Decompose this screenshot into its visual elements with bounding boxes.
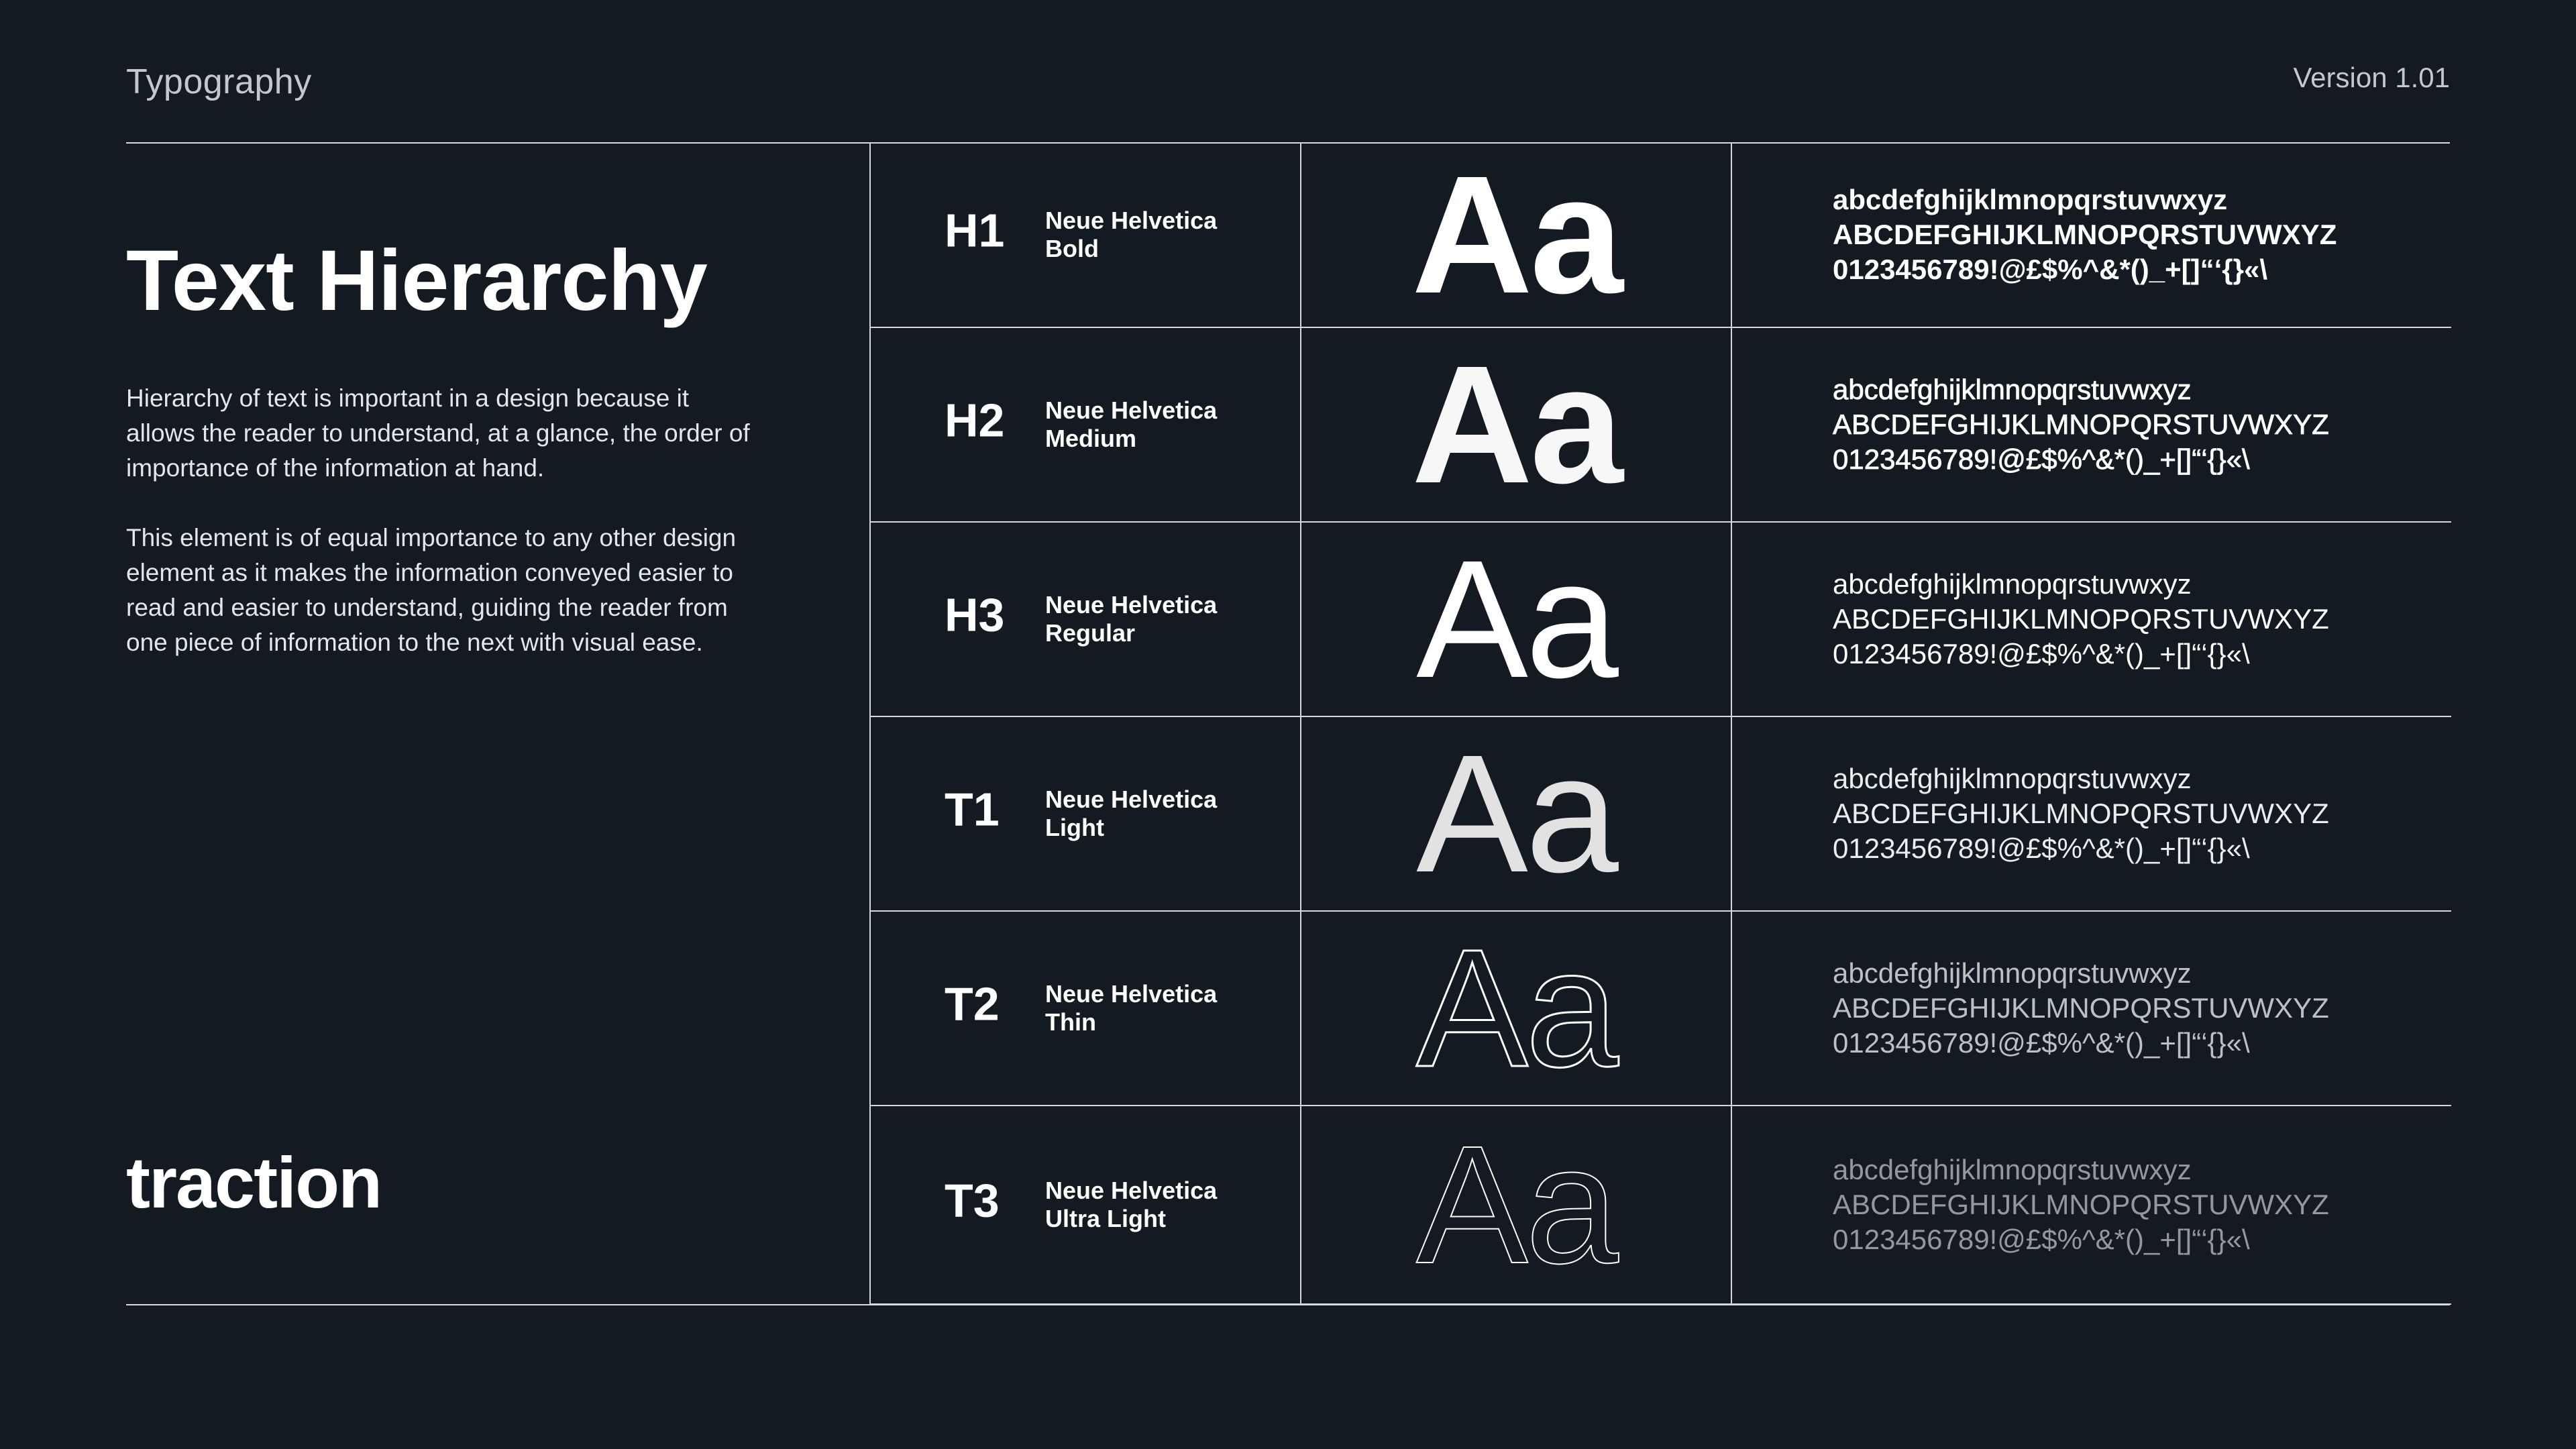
type-label-cell bbox=[871, 717, 1301, 910]
hierarchy-level: H3 bbox=[945, 588, 1005, 641]
intro-text bbox=[126, 381, 750, 695]
type-sample-cell bbox=[1301, 912, 1732, 1105]
lowercase-set: abcdefghijklmnopqrstuvwxyz bbox=[1833, 763, 2192, 794]
hierarchy-level: H1 bbox=[945, 204, 1005, 257]
font-family: Neue Helvetica bbox=[1045, 1177, 1218, 1204]
font-weight: Bold bbox=[1045, 234, 1099, 262]
uppercase-set: ABCDEFGHIJKLMNOPQRSTUVWXYZ bbox=[1833, 992, 2329, 1024]
type-sample-cell bbox=[1301, 717, 1732, 910]
hierarchy-level: T1 bbox=[945, 783, 1000, 836]
character-set bbox=[1732, 717, 2451, 910]
uppercase-set: ABCDEFGHIJKLMNOPQRSTUVWXYZ bbox=[1833, 409, 2329, 440]
section-label: Typography bbox=[126, 62, 312, 101]
hierarchy-level: T3 bbox=[945, 1174, 1000, 1227]
type-row-t2 bbox=[871, 912, 2451, 1106]
glyph-sample: Aa bbox=[1411, 331, 1621, 518]
lowercase-set: abcdefghijklmnopqrstuvwxyz bbox=[1833, 1154, 2192, 1185]
font-weight: Medium bbox=[1045, 425, 1137, 452]
character-set bbox=[1732, 523, 2451, 716]
font-info bbox=[1045, 786, 1217, 842]
type-sample-cell bbox=[1301, 142, 1732, 327]
type-sample-cell bbox=[1301, 523, 1732, 716]
uppercase-set: ABCDEFGHIJKLMNOPQRSTUVWXYZ bbox=[1833, 218, 2337, 250]
type-label-cell bbox=[871, 1106, 1301, 1303]
glyph-sample: Aa bbox=[1416, 1111, 1616, 1298]
type-label-cell bbox=[871, 523, 1301, 716]
glyph-sample: Aa bbox=[1416, 720, 1616, 907]
glyph-sample: Aa bbox=[1416, 525, 1616, 712]
lowercase-set: abcdefghijklmnopqrstuvwxyz bbox=[1833, 957, 2192, 989]
lowercase-set: abcdefghijklmnopqrstuvwxyz bbox=[1833, 568, 2192, 600]
intro-paragraph-1: Hierarchy of text is important in a design because it allows the reader to understand, at a glance, the order of importance of the information at hand. bbox=[126, 384, 750, 482]
font-family: Neue Helvetica bbox=[1045, 206, 1218, 234]
font-weight: Ultra Light bbox=[1045, 1205, 1166, 1232]
type-sample-cell bbox=[1301, 328, 1732, 521]
font-family: Neue Helvetica bbox=[1045, 786, 1218, 813]
intro-paragraph-2: This element is of equal importance to any other design element as it makes the information conveyed easier to read and easier to understand, guiding the reader from one piece of information to the next with visual ease. bbox=[126, 524, 737, 656]
type-scale-table bbox=[869, 142, 2451, 1305]
glyph-sample: Aa bbox=[1411, 140, 1621, 328]
type-row-t3 bbox=[871, 1106, 2451, 1305]
font-info bbox=[1045, 591, 1217, 647]
type-sample-cell bbox=[1301, 1106, 1732, 1303]
character-set bbox=[1732, 142, 2451, 327]
font-family: Neue Helvetica bbox=[1045, 591, 1218, 619]
glyph-sample: Aa bbox=[1416, 914, 1616, 1102]
type-row-h3 bbox=[871, 523, 2451, 717]
hierarchy-level: H2 bbox=[945, 394, 1005, 447]
font-info bbox=[1045, 396, 1217, 453]
font-info bbox=[1045, 207, 1217, 263]
type-label-cell bbox=[871, 912, 1301, 1105]
hierarchy-level: T2 bbox=[945, 977, 1000, 1030]
font-weight: Regular bbox=[1045, 619, 1136, 647]
type-label-cell bbox=[871, 142, 1301, 327]
font-weight: Light bbox=[1045, 814, 1104, 841]
type-row-t1 bbox=[871, 717, 2451, 912]
page-title: Text Hierarchy bbox=[126, 233, 707, 329]
lowercase-set: abcdefghijklmnopqrstuvwxyz bbox=[1833, 374, 2192, 405]
character-set bbox=[1732, 1106, 2451, 1303]
numerals-set: 0123456789!@£$%^&*()_+[]“‘{}«\ bbox=[1833, 638, 2250, 669]
lowercase-set: abcdefghijklmnopqrstuvwxyz bbox=[1833, 183, 2228, 215]
version-label: Version 1.01 bbox=[2293, 62, 2450, 93]
type-row-h2 bbox=[871, 328, 2451, 523]
font-info bbox=[1045, 1177, 1217, 1233]
font-info bbox=[1045, 980, 1217, 1036]
brand-logo: traction bbox=[126, 1142, 382, 1223]
character-set bbox=[1732, 912, 2451, 1105]
font-weight: Thin bbox=[1045, 1008, 1096, 1036]
uppercase-set: ABCDEFGHIJKLMNOPQRSTUVWXYZ bbox=[1833, 798, 2329, 829]
numerals-set: 0123456789!@£$%^&*()_+[]“‘{}«\ bbox=[1833, 253, 2268, 285]
type-label-cell bbox=[871, 328, 1301, 521]
numerals-set: 0123456789!@£$%^&*()_+[]“‘{}«\ bbox=[1833, 443, 2250, 475]
font-family: Neue Helvetica bbox=[1045, 396, 1218, 424]
type-row-h1 bbox=[871, 142, 2451, 328]
numerals-set: 0123456789!@£$%^&*()_+[]“‘{}«\ bbox=[1833, 1224, 2250, 1255]
numerals-set: 0123456789!@£$%^&*()_+[]“‘{}«\ bbox=[1833, 1027, 2250, 1059]
character-set bbox=[1732, 328, 2451, 521]
bottom-divider bbox=[126, 1304, 2450, 1305]
font-family: Neue Helvetica bbox=[1045, 980, 1218, 1008]
uppercase-set: ABCDEFGHIJKLMNOPQRSTUVWXYZ bbox=[1833, 1189, 2329, 1220]
uppercase-set: ABCDEFGHIJKLMNOPQRSTUVWXYZ bbox=[1833, 603, 2329, 635]
numerals-set: 0123456789!@£$%^&*()_+[]“‘{}«\ bbox=[1833, 833, 2250, 864]
